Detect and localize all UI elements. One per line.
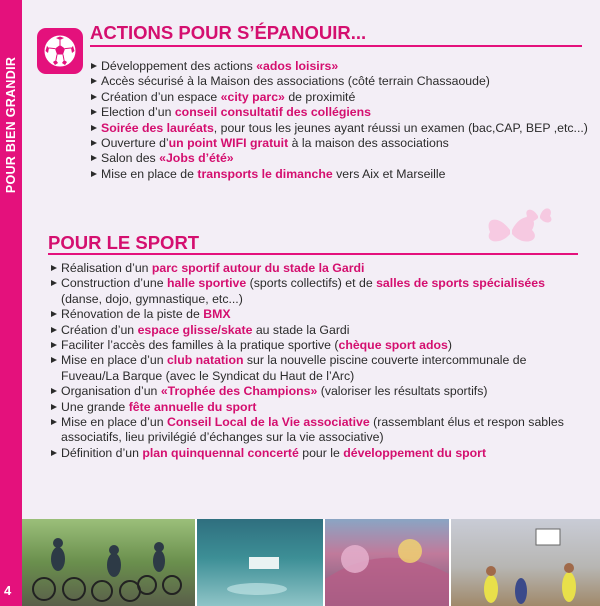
list-item bbox=[90, 151, 590, 166]
highlight-text: parc sportif autour du stade la Gardi bbox=[151, 261, 365, 275]
pool-photo bbox=[197, 519, 323, 606]
body-text: (valoriser les résultats sportifs) bbox=[317, 384, 488, 399]
list-sport bbox=[50, 261, 580, 461]
section-title-sport: POUR LE SPORT bbox=[48, 232, 200, 253]
section-title-epanouir: ACTIONS POUR S’ÉPANOUIR... bbox=[90, 22, 367, 43]
body-text: Réalisation d’un bbox=[61, 261, 152, 275]
body-text: , pour tous les jeunes ayant réussi un examen (bac,CAP, BEP ,etc...) bbox=[213, 120, 588, 135]
body-text: Une grande bbox=[61, 399, 129, 414]
list-item bbox=[90, 59, 590, 74]
list-item bbox=[90, 136, 590, 151]
list-item bbox=[90, 90, 590, 105]
list-item bbox=[50, 400, 580, 415]
list-item bbox=[90, 105, 590, 120]
page-number: 4 bbox=[4, 583, 12, 598]
highlight-text: fête annuelle du sport bbox=[128, 399, 257, 414]
list-item bbox=[50, 415, 580, 446]
side-band bbox=[0, 0, 22, 606]
list-item bbox=[50, 446, 580, 461]
body-text: Organisation d’un bbox=[61, 384, 161, 399]
body-text: pour le bbox=[298, 445, 344, 460]
body-text: (rassemblant élus et respon sables associatifs, lieu privilégié d’échanges sur la vie associative) bbox=[61, 415, 564, 445]
body-text: Mise en place de bbox=[101, 166, 198, 181]
body-text: (danse, dojo, gymnastique, etc...) bbox=[61, 291, 243, 306]
body-text: Election d’un bbox=[101, 105, 175, 120]
body-text: à la maison des associations bbox=[288, 136, 449, 151]
body-text: vers Aix et Marseille bbox=[332, 166, 446, 181]
list-item bbox=[90, 74, 590, 89]
body-text: Construction d’une bbox=[61, 276, 167, 291]
highlight-text: développement du sport bbox=[343, 445, 487, 460]
body-text: de proximité bbox=[284, 89, 356, 104]
list-item bbox=[50, 307, 580, 322]
highlight-text: un point WIFI gratuit bbox=[168, 136, 289, 151]
list-item bbox=[50, 323, 580, 338]
highlight-text: plan quinquennal concerté bbox=[142, 445, 299, 460]
list-item bbox=[90, 167, 590, 182]
body-text: Mise en place d’un bbox=[61, 415, 167, 430]
body-text: Accès sécurisé à la Maison des associations (côté terrain Chassaoude) bbox=[101, 74, 490, 89]
highlight-text: club natation bbox=[166, 353, 244, 368]
body-text: sur la nouvelle piscine couverte intercommunale de Fuveau/La Barque (avec le Syndicat du Haut de l’Arc) bbox=[61, 353, 527, 383]
highlight-text: «Jobs d’été» bbox=[159, 151, 234, 166]
body-text: (sports collectifs) et de bbox=[246, 276, 377, 291]
highlight-text: halle sportive bbox=[166, 276, 247, 291]
title-underline bbox=[48, 253, 578, 255]
body-text: Développement des actions bbox=[101, 59, 257, 73]
body-text: Définition d’un bbox=[61, 445, 143, 460]
side-label: POUR BIEN GRANDIR bbox=[4, 56, 18, 194]
highlight-text: Conseil Local de la Vie associative bbox=[166, 415, 370, 430]
cyclists-photo bbox=[22, 519, 195, 606]
body-text: au stade la Gardi bbox=[252, 322, 350, 337]
highlight-text: «Trophée des Champions» bbox=[160, 384, 318, 399]
list-epanouir bbox=[90, 59, 590, 182]
body-text: Mise en place d’un bbox=[61, 353, 167, 368]
list-item bbox=[50, 384, 580, 399]
list-item bbox=[50, 353, 580, 384]
gym-photo bbox=[451, 519, 600, 606]
skatepark-photo bbox=[325, 519, 449, 606]
body-text: Salon des bbox=[101, 151, 160, 166]
highlight-text: salles de sports spécialisées bbox=[376, 276, 545, 291]
highlight-text: conseil consultatif des collégiens bbox=[174, 105, 371, 120]
soccer-ball-icon bbox=[37, 28, 83, 74]
highlight-text: «ados loisirs» bbox=[256, 59, 339, 73]
title-underline bbox=[90, 45, 582, 47]
highlight-text: espace glisse/skate bbox=[137, 322, 253, 337]
body-text: Rénovation de la piste de bbox=[61, 307, 204, 322]
body-text: Création d’un bbox=[61, 322, 138, 337]
highlight-text: transports le dimanche bbox=[197, 166, 333, 181]
body-text: Ouverture d’ bbox=[101, 136, 169, 151]
butterfly-decoration bbox=[470, 200, 560, 260]
photo-strip bbox=[22, 519, 600, 606]
list-item bbox=[50, 276, 580, 307]
list-item bbox=[50, 261, 580, 276]
highlight-text: Soirée des lauréats bbox=[101, 120, 214, 135]
highlight-text: «city parc» bbox=[220, 89, 285, 104]
list-item bbox=[90, 121, 590, 136]
body-text: ) bbox=[447, 338, 452, 353]
body-text: Faciliter l’accès des familles à la pratique sportive ( bbox=[61, 338, 339, 353]
highlight-text: chèque sport ados bbox=[338, 338, 448, 353]
body-text: Création d’un espace bbox=[101, 89, 221, 104]
list-item bbox=[50, 338, 580, 353]
highlight-text: BMX bbox=[203, 307, 231, 322]
